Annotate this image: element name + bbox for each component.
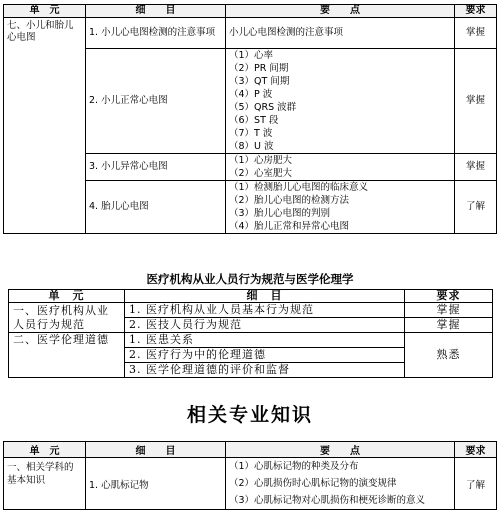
ecg-syllabus-table (3, 4, 497, 234)
unit-cell: 一、医疗机构从业人员行为规范 (9, 303, 125, 333)
unit-cell: 一、相关学科的基本知识 (4, 458, 86, 510)
points-cell: 小儿心电图检测的注意事项 (226, 18, 455, 49)
section-title: 医疗机构从业人员行为规范与医学伦理学 (146, 272, 354, 286)
points-cell (226, 154, 455, 181)
points-cell (226, 181, 455, 234)
point-line: （2）心肌损伤时心肌标记物的演变规律 (229, 478, 397, 489)
table-header-row (9, 290, 493, 303)
requirement-cell: 了解 (455, 458, 497, 510)
requirement-cell: 掌握 (405, 303, 493, 318)
point-line: （5）QRS 波群 (229, 102, 297, 113)
header-requirement: 要求 (455, 5, 497, 18)
header-item: 细 目 (86, 5, 226, 18)
item-cell: 1. 医患关系 (125, 333, 405, 348)
requirement-cell: 掌握 (455, 49, 497, 154)
item-cell: 1. 医疗机构从业人员基本行为规范 (125, 303, 405, 318)
header-points: 要 点 (226, 5, 455, 18)
point-line: （8）U 波 (229, 141, 274, 152)
item-cell: 3. 小儿异常心电图 (86, 154, 226, 181)
point-line: （3）心肌标记物对心肌损伤和梗死诊断的意义 (229, 495, 426, 506)
table-row (9, 333, 493, 348)
point-line: （2）心室肥大 (229, 168, 293, 179)
points-cell (226, 458, 455, 510)
point-line: （2）PR 间期 (229, 63, 289, 74)
requirement-cell: 熟悉 (405, 333, 493, 378)
table-header-row (4, 442, 497, 458)
point-line: （1）心率 (229, 50, 274, 61)
point-line: （1）检测胎儿心电图的临床意义 (229, 182, 369, 193)
point-line: （4）P 波 (229, 89, 273, 100)
item-cell: 1. 心肌标记物 (86, 458, 226, 510)
ethics-syllabus-table (8, 289, 493, 378)
requirement-cell: 了解 (455, 181, 497, 234)
related-knowledge-table (3, 441, 497, 510)
header-unit: 单 元 (4, 5, 86, 18)
requirement-cell: 掌握 (455, 154, 497, 181)
unit-cell: 二、医学伦理道德 (9, 333, 125, 378)
item-cell: 2. 小儿正常心电图 (86, 49, 226, 154)
header-requirement: 要求 (455, 442, 497, 458)
point-line: （3）QT 间期 (229, 76, 290, 87)
requirement-cell: 掌握 (455, 18, 497, 49)
header-requirement: 要求 (405, 290, 493, 303)
point-line: （1）心肌标记物的种类及分布 (229, 461, 359, 472)
table-row (4, 18, 497, 49)
page-heading: 相关专业知识 (186, 404, 313, 426)
point-line: （3）胎儿心电图的判别 (229, 208, 331, 219)
item-cell: 2. 医技人员行为规范 (125, 318, 405, 333)
header-item: 细 目 (86, 442, 226, 458)
table-row (4, 458, 497, 510)
item-cell: 2. 医疗行为中的伦理道德 (125, 348, 405, 363)
points-cell (226, 49, 455, 154)
item-cell: 3. 医学伦理道德的评价和监督 (125, 363, 405, 378)
unit-cell: 七、小儿和胎儿心电图 (4, 18, 86, 234)
point-line: （4）胎儿正常和异常心电图 (229, 221, 350, 232)
point-line: （6）ST 段 (229, 115, 279, 126)
requirement-cell: 掌握 (405, 318, 493, 333)
table-header-row (4, 5, 497, 18)
point-line: （2）胎儿心电图的检测方法 (229, 195, 350, 206)
point-line: （7）T 波 (229, 128, 273, 139)
header-unit: 单 元 (4, 442, 86, 458)
item-cell: 1. 小儿心电图检测的注意事项 (86, 18, 226, 49)
header-points: 要 点 (226, 442, 455, 458)
table-row (9, 303, 493, 318)
point-line: （1）心房肥大 (229, 155, 293, 166)
header-item: 细 目 (125, 290, 405, 303)
item-cell: 4. 胎儿心电图 (86, 181, 226, 234)
header-unit: 单 元 (9, 290, 125, 303)
